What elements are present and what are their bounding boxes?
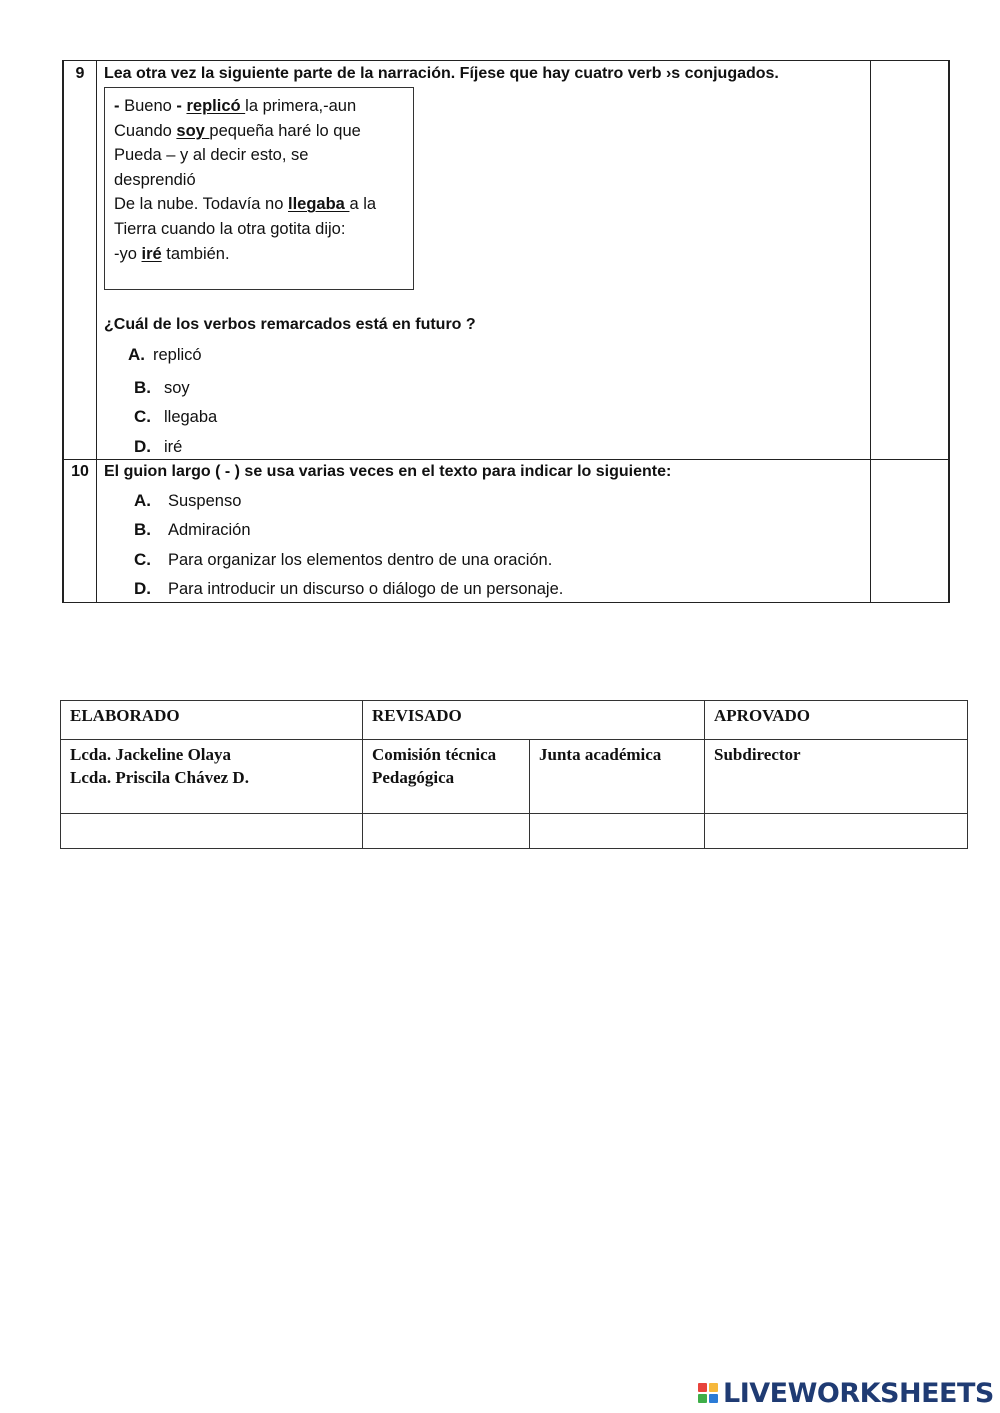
table-border-left bbox=[62, 60, 64, 603]
table-row bbox=[61, 701, 968, 740]
logo-tile bbox=[709, 1394, 718, 1403]
revisado-junta: Junta académica bbox=[530, 740, 705, 814]
option-letter: C. bbox=[134, 407, 151, 426]
question-text: ¿Cuál de los verbos remarcados está en futuro ? bbox=[104, 316, 476, 333]
answer-option-a[interactable] bbox=[134, 491, 241, 511]
revisado-comision bbox=[363, 740, 530, 814]
passage-line bbox=[114, 192, 413, 217]
questions-table bbox=[62, 60, 950, 603]
passage-line: desprendió bbox=[114, 170, 196, 189]
narration-passage-box bbox=[104, 87, 414, 290]
answer-option-c[interactable] bbox=[134, 550, 552, 570]
answer-column-divider bbox=[870, 60, 871, 603]
signature-cell bbox=[705, 814, 968, 849]
highlighted-verb: replicó bbox=[186, 97, 246, 115]
brand-name: LIVEWORKSHEETS bbox=[723, 1377, 994, 1409]
passage-text: pequeña haré lo que bbox=[209, 121, 361, 140]
signature-cell bbox=[530, 814, 705, 849]
passage-text: -yo bbox=[114, 244, 142, 263]
row-divider bbox=[62, 459, 950, 460]
author-name: Lcda. Jackeline Olaya bbox=[70, 745, 232, 764]
reviewer-label: Pedagógica bbox=[372, 768, 455, 787]
passage-line: Pueda – y al decir esto, se bbox=[114, 146, 309, 165]
header-elaborado: ELABORADO bbox=[61, 701, 363, 740]
option-text: soy bbox=[164, 379, 190, 397]
option-text: Admiración bbox=[168, 521, 251, 539]
option-letter: A. bbox=[134, 491, 151, 510]
liveworksheets-logo bbox=[698, 1376, 994, 1410]
option-letter: B. bbox=[134, 520, 151, 539]
table-border-top bbox=[62, 60, 950, 61]
option-letter: D. bbox=[134, 579, 151, 598]
question-number: 9 bbox=[75, 65, 85, 82]
reviewer-label: Comisión técnica bbox=[372, 745, 497, 764]
option-letter: A. bbox=[128, 345, 145, 364]
passage-text: la primera,-aun bbox=[245, 97, 357, 115]
header-revisado: REVISADO bbox=[363, 701, 705, 740]
passage-line bbox=[114, 119, 413, 144]
passage-line: Tierra cuando la otra gotita dijo: bbox=[114, 219, 346, 238]
option-text: llegaba bbox=[164, 408, 218, 426]
option-text: Para introducir un discurso o diálogo de un personaje. bbox=[168, 580, 564, 598]
table-row bbox=[61, 740, 968, 814]
question-prompt: El guion largo ( - ) se usa varias veces en el texto para indicar lo siguiente: bbox=[104, 463, 672, 480]
table-border-right bbox=[948, 60, 950, 603]
answer-option-c[interactable] bbox=[134, 407, 217, 427]
logo-tile bbox=[709, 1383, 718, 1392]
table-row bbox=[61, 814, 968, 849]
option-text: iré bbox=[164, 438, 183, 456]
elaborado-names bbox=[61, 740, 363, 814]
highlighted-verb: iré bbox=[141, 244, 162, 263]
option-letter: C. bbox=[134, 550, 151, 569]
logo-tile bbox=[698, 1394, 707, 1403]
highlighted-verb: llegaba bbox=[288, 195, 350, 214]
option-text: replicó bbox=[153, 346, 202, 364]
option-text: Para organizar los elementos dentro de una oración. bbox=[168, 551, 553, 569]
passage-text: De la nube. Todavía no bbox=[114, 195, 288, 214]
question-number: 10 bbox=[71, 463, 89, 480]
passage-text: Bueno bbox=[124, 97, 177, 115]
option-text: Suspenso bbox=[168, 492, 242, 510]
answer-option-b[interactable] bbox=[134, 520, 251, 540]
aprovado-role: Subdirector bbox=[705, 740, 968, 814]
approval-table bbox=[60, 700, 968, 849]
option-letter: D. bbox=[134, 437, 151, 456]
signature-cell bbox=[363, 814, 530, 849]
table-border-bottom bbox=[62, 602, 950, 603]
passage-text: a la bbox=[349, 195, 377, 214]
passage-line bbox=[114, 242, 413, 267]
header-aprovado: APROVADO bbox=[705, 701, 968, 740]
passage-line bbox=[114, 94, 413, 119]
dash: - bbox=[114, 97, 125, 115]
passage-text: Cuando bbox=[114, 121, 177, 140]
logo-tiles-icon bbox=[698, 1383, 718, 1403]
option-letter: B. bbox=[134, 378, 151, 397]
answer-option-d[interactable] bbox=[134, 579, 563, 599]
question-prompt: Lea otra vez la siguiente parte de la narración. Fíjese que hay cuatro verb ›s conjugados. bbox=[104, 65, 779, 82]
logo-tile bbox=[698, 1383, 707, 1392]
author-name: Lcda. Priscila Chávez D. bbox=[70, 768, 249, 787]
answer-option-b[interactable] bbox=[134, 378, 190, 398]
number-column-divider bbox=[96, 60, 97, 603]
answer-option-a[interactable] bbox=[128, 345, 202, 365]
passage-text: también. bbox=[161, 244, 230, 263]
highlighted-verb: soy bbox=[176, 121, 210, 140]
signature-cell bbox=[61, 814, 363, 849]
answer-option-d[interactable] bbox=[134, 437, 182, 457]
dash: - bbox=[176, 97, 187, 115]
